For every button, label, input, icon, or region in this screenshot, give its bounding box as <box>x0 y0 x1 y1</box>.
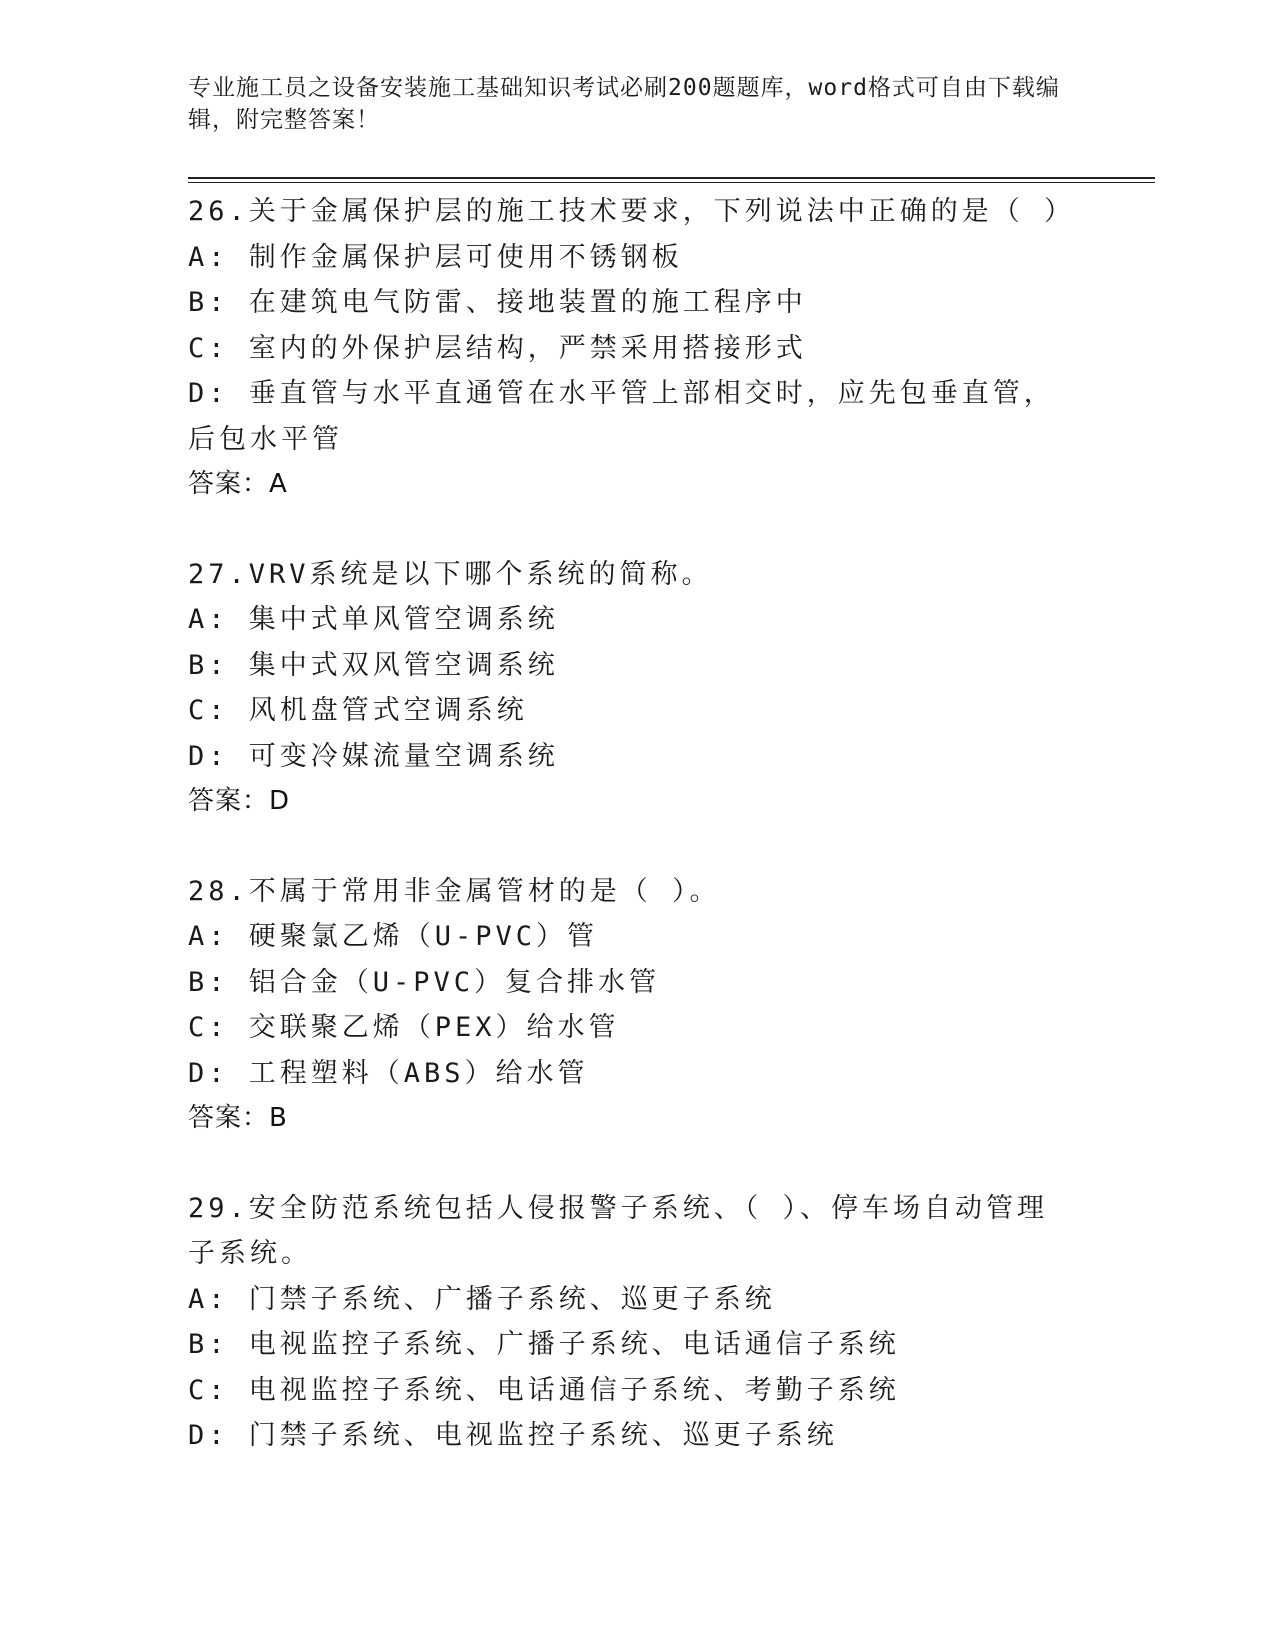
question-stem: 28.不属于常用非金属管材的是（ ）。 <box>188 875 721 907</box>
option-b: B: 在建筑电气防雷、接地装置的施工程序中 <box>188 287 807 318</box>
option-c: C: 风机盘管式空调系统 <box>188 695 528 726</box>
option-b: B: 铝合金（U-PVC）复合排水管 <box>188 966 661 998</box>
option-a: A: 制作金属保护层可使用不锈钢板 <box>188 241 683 273</box>
option-c: C: 室内的外保护层结构，严禁采用搭接形式 <box>188 332 807 364</box>
answer-label: 答案：A <box>188 469 288 499</box>
question-27 <box>188 552 1088 825</box>
option-d: D: 工程塑料（ABS）给水管 <box>188 1057 589 1089</box>
option-d: D: 垂直管与水平直通管在水平管上部相交时，应先包垂直管，后包水平管 <box>188 378 1055 455</box>
header-divider-thin <box>188 182 1155 183</box>
question-28 <box>188 869 1088 1142</box>
option-d: D: 门禁子系统、电视监控子系统、巡更子系统 <box>188 1420 838 1451</box>
option-a: A: 门禁子系统、广播子系统、巡更子系统 <box>188 1283 776 1315</box>
option-c: C: 电视监控子系统、电话通信子系统、考勤子系统 <box>188 1374 900 1406</box>
option-b: B: 电视监控子系统、广播子系统、电话通信子系统 <box>188 1329 900 1360</box>
question-26 <box>188 189 1088 508</box>
question-stem: 29.安全防范系统包括人侵报警子系统、（ ）、停车场自动管理子系统。 <box>188 1192 1049 1269</box>
option-c: C: 交联聚乙烯（PEX）给水管 <box>188 1012 620 1043</box>
question-stem: 27.VRV系统是以下哪个系统的简称。 <box>188 558 713 590</box>
answer-label: 答案：B <box>188 1103 288 1133</box>
option-a: A: 硬聚氯乙烯（U-PVC）管 <box>188 921 599 952</box>
document-header: 专业施工员之设备安装施工基础知识考试必刷200题题库，word格式可自由下载编辑，附完整答案！ <box>188 75 1060 133</box>
question-29 <box>188 1186 1088 1459</box>
option-d: D: 可变冷媒流量空调系统 <box>188 740 559 772</box>
answer-label: 答案：D <box>188 786 291 816</box>
option-b: B: 集中式双风管空调系统 <box>188 649 559 681</box>
option-a: A: 集中式单风管空调系统 <box>188 604 559 635</box>
question-list <box>188 189 1088 1503</box>
header-divider-thick <box>188 177 1155 179</box>
question-stem: 26.关于金属保护层的施工技术要求，下列说法中正确的是（ ） <box>188 196 1076 227</box>
